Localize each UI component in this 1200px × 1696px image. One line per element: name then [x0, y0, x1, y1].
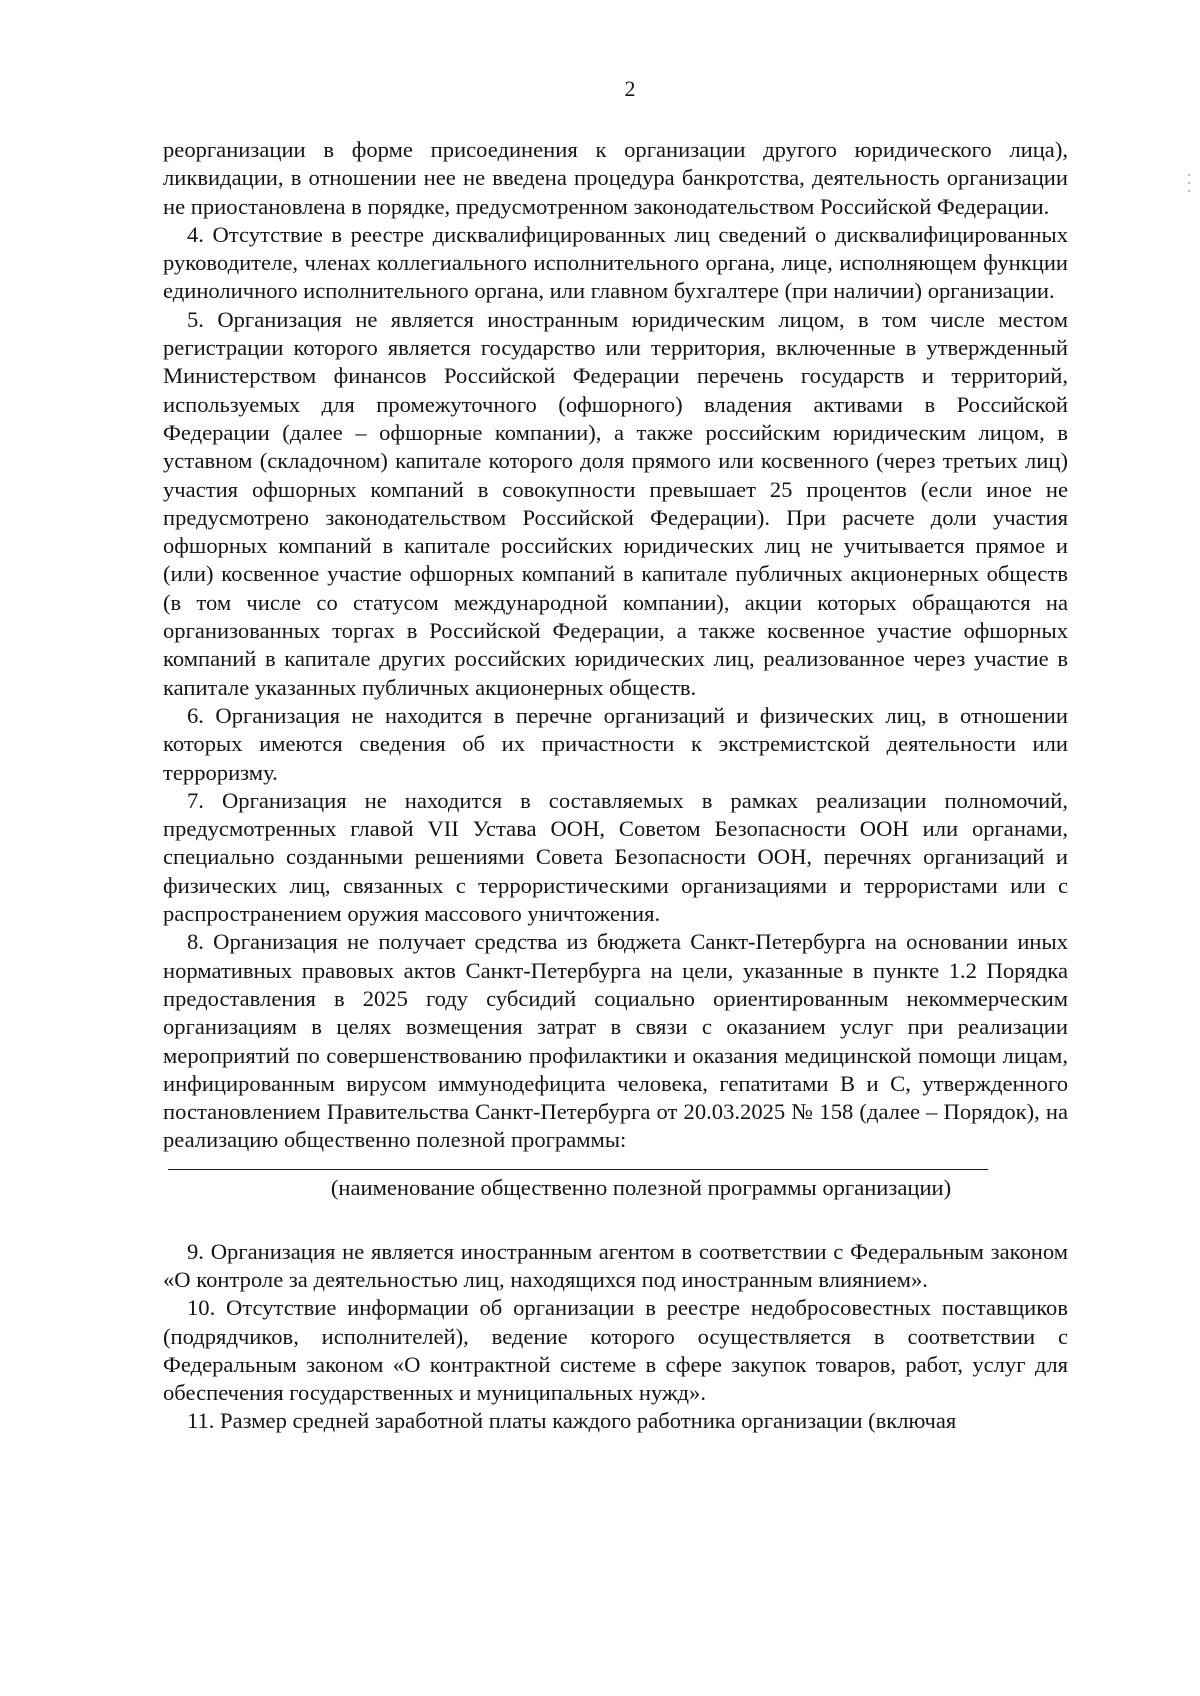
- paragraph-item-11: 11. Размер средней заработной платы каждого работника организации (включая: [187, 1408, 957, 1434]
- blank-field-caption: (наименование общественно полезной программы организации): [330, 1174, 952, 1200]
- margin-scan-marks: [1186, 168, 1192, 208]
- paragraph-item-5: 5. Организация не является иностранным юридическим лицом, в том числе местом регистрации которого является государство или территория, включенные в утвержденный Министерством финансов Российской Федерации перечень государств и территорий, используемых для промежуточного (офшорного) владения активами в Российской Федерации (далее – офшорные компании), а также российским юридическим лицом, в уставном (складочном) капитале которого доля прямого или косвенного (через третьих лиц) участия офшорных компаний в совокупности превышает 25 процентов (если иное не предусмотрено законодательством Российской Федерации). При расчете доли участия офшорных компаний в капитале российских юридических лиц не учитывается прямое и (или) косвенное участие офшорных компаний в капитале публичных акционерных обществ (в том числе со статусом международной компании), акции которых обращаются на организованных торгах в Российской Федерации, а также косвенное участие офшорных компаний в капитале других российских юридических лиц, реализованное через участие в капитале указанных публичных акционерных обществ.: [163, 306, 1068, 700]
- paragraph-item-9: 9. Организация не является иностранным агентом в соответствии с Федеральным законом «О контроле за деятельностью лиц, находящихся под иностранным влиянием».: [163, 1238, 1068, 1292]
- document-body: [163, 136, 1068, 1436]
- blank-fill-line: [168, 1169, 988, 1170]
- paragraph-continuation: реорганизации в форме присоединения к организации другого юридического лица), ликвидации, в отношении нее не введена процедура банкротства, деятельность организации не приостановлена в порядке, предусмотренном законодательством Российской Федерации.: [163, 137, 1068, 219]
- paragraph-item-10: 10. Отсутствие информации об организации в реестре недобросовестных поставщиков (подрядчиков, исполнителей), ведение которого осуществляется в соответствии с Федеральным законом «О контрактной системе в сфере закупок товаров, работ, услуг для обеспечения государственных и муниципальных нужд».: [163, 1295, 1068, 1406]
- paragraph-item-6: 6. Организация не находится в перечне организаций и физических лиц, в отношении которых имеются сведения об их причастности к экстремистской деятельности или терроризму.: [163, 702, 1068, 785]
- paragraph-item-7: 7. Организация не находится в составляемых в рамках реализации полномочий, предусмотренных главой VII Устава ООН, Советом Безопасности ООН или органами, специально созданными решениями Совета Безопасности ООН, перечнях организаций и физических лиц, связанных с террористическими организациями и террористами или с распространением оружия массового уничтожения.: [163, 787, 1068, 927]
- page-number: 2: [624, 76, 636, 101]
- paragraph-item-8: 8. Организация не получает средства из бюджета Санкт-Петербурга на основании иных нормативных правовых актов Санкт-Петербурга на цели, указанные в пункте 1.2 Порядка предоставления в 2025 году субсидий социально ориентированным некоммерческим организациям в целях возмещения затрат в связи с оказанием услуг при реализации мероприятий по совершенствованию профилактики и оказания медицинской помощи лицам, инфицированным вирусом иммунодефицита человека, гепатитами В и С, утвержденного постановлением Правительства Санкт-Петербурга от 20.03.2025 № 158 (далее – Порядок), на реализацию общественно полезной программы:: [163, 929, 1068, 1153]
- paragraph-item-4: 4. Отсутствие в реестре дисквалифицированных лиц сведений о дисквалифицированных руководителе, членах коллегиального исполнительного органа, лице, исполняющем функции единоличного исполнительного органа, или главном бухгалтере (при наличии) организации.: [163, 221, 1068, 304]
- program-name-field: [163, 1169, 1068, 1202]
